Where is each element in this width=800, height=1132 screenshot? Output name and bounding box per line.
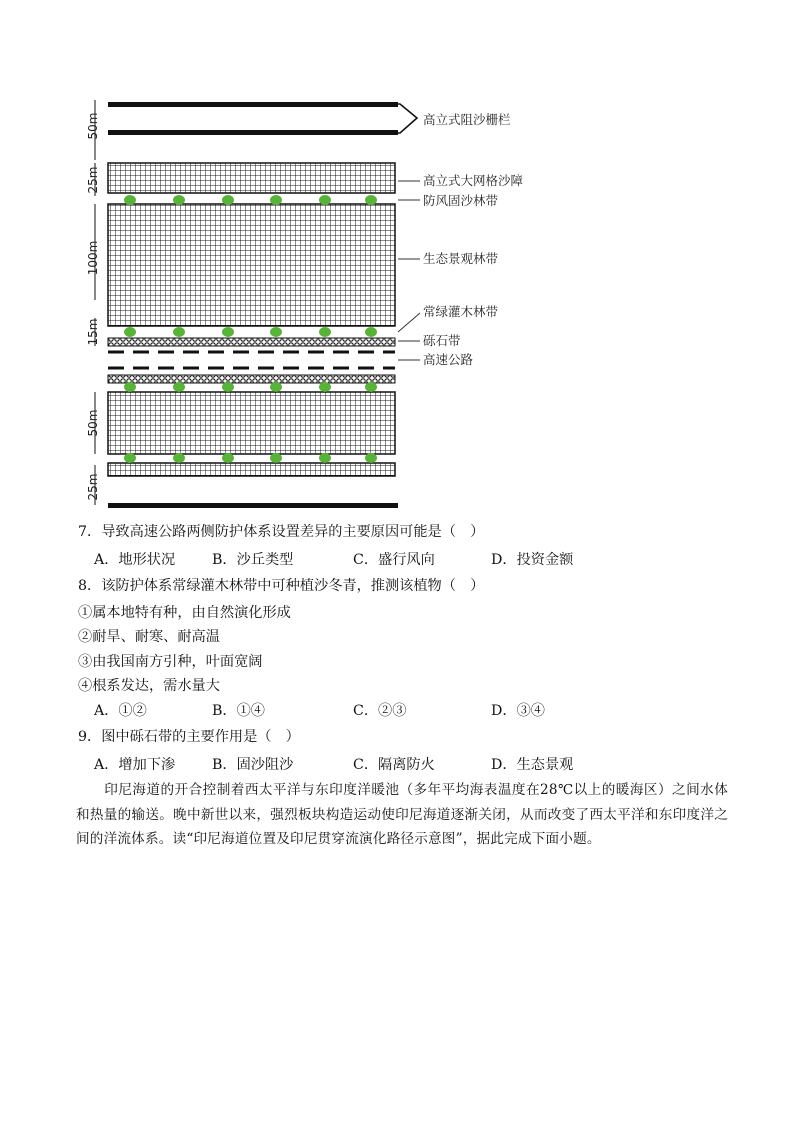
- question-8-statement-1: ①属本地特有种，由自然演化形成: [78, 605, 291, 621]
- passage: [76, 778, 728, 852]
- grid-barrier-top: [108, 163, 395, 193]
- tree-marker: [222, 327, 234, 337]
- question-8-stem: 8．该防护体系常绿灌木林带中可种植沙冬青，推测该植物（ ）: [78, 578, 485, 594]
- tree-marker: [270, 327, 282, 337]
- question-8-option-a[interactable]: A．①②: [94, 703, 147, 719]
- question-8-option-c[interactable]: C．②③: [353, 703, 407, 719]
- tree-marker: [319, 327, 331, 337]
- question-9-option-d[interactable]: D．生态景观: [491, 757, 574, 773]
- eco-forest-grid: [108, 204, 395, 326]
- tree-marker: [222, 382, 234, 392]
- tree-marker: [222, 453, 234, 463]
- tree-marker: [270, 195, 282, 205]
- tree-marker: [173, 382, 185, 392]
- question-8-statement-2: ②耐旱、耐寒、耐高温: [78, 629, 220, 645]
- dim-15m: 15m: [86, 318, 100, 346]
- question-9-option-c[interactable]: C．隔离防火: [353, 757, 435, 773]
- grid-barrier-bottom: [108, 463, 395, 476]
- dim-25m-bottom: 25m: [86, 473, 100, 501]
- label-highway: 高速公路: [423, 352, 474, 367]
- highway-lanes: [108, 352, 395, 368]
- label-fence: 高立式阻沙栅栏: [423, 112, 511, 127]
- question-7-option-b[interactable]: B．沙丘类型: [212, 552, 294, 568]
- sand-fence: [108, 102, 417, 135]
- question-9-option-a[interactable]: A．增加下渗: [94, 757, 176, 773]
- lower-forest-grid: [108, 392, 395, 454]
- tree-marker: [124, 327, 136, 337]
- label-grid-barrier: 高立式大网格沙障: [423, 173, 524, 188]
- gravel-belt-bottom: [108, 375, 395, 383]
- tree-marker: [124, 382, 136, 392]
- question-8-statement-3: ③由我国南方引种，叶面宽阔: [78, 654, 263, 670]
- question-8-option-d[interactable]: D．③④: [491, 703, 545, 719]
- passage-text: 印尼海道的开合控制着西太平洋与东印度洋暖池（多年平均海表温度在28℃以上的暖海区）之间水体和热量的输送。晚中新世以来，强烈板块构造运动使印尼海道逐渐关闭，从而改变了西太平洋和东印度洋之间的洋流体系。读“印尼海道位置及印尼贯穿流演化路径示意图”，据此完成下面小题。: [76, 782, 728, 847]
- tree-marker: [270, 453, 282, 463]
- label-eco-forest: 生态景观林带: [423, 251, 499, 266]
- dim-100m: 100m: [86, 240, 100, 276]
- tree-marker: [222, 195, 234, 205]
- label-windbreak: 防风固沙林带: [423, 193, 499, 208]
- tree-marker: [319, 195, 331, 205]
- dim-50m-bottom: 50m: [86, 409, 100, 437]
- tree-marker: [319, 453, 331, 463]
- tree-marker: [365, 453, 377, 463]
- question-8-statement-4: ④根系发达，需水量大: [78, 678, 220, 694]
- tree-marker: [365, 382, 377, 392]
- gravel-belt-top: [108, 338, 395, 346]
- tree-marker: [365, 327, 377, 337]
- question-7-option-c[interactable]: C．盛行风向: [353, 552, 435, 568]
- dim-50m-top: 50m: [86, 112, 100, 140]
- tree-marker: [173, 327, 185, 337]
- tree-marker: [124, 453, 136, 463]
- question-9-option-b[interactable]: B．固沙阻沙: [212, 757, 294, 773]
- question-7-option-d[interactable]: D．投资金额: [491, 552, 574, 568]
- tree-marker: [270, 382, 282, 392]
- question-7-stem: 7．导致高速公路两侧防护体系设置差异的主要原因可能是（ ）: [78, 524, 485, 540]
- question-8-option-b[interactable]: B．①④: [212, 703, 265, 719]
- tree-marker: [173, 195, 185, 205]
- label-gravel-belt: 砾石带: [423, 333, 461, 348]
- tree-marker: [173, 453, 185, 463]
- label-shrub-belt: 常绿灌木林带: [423, 304, 499, 319]
- question-9-stem: 9．图中砾石带的主要作用是（ ）: [78, 729, 300, 745]
- tree-marker: [124, 195, 136, 205]
- dim-25m-top: 25m: [86, 166, 100, 194]
- tree-marker: [319, 382, 331, 392]
- question-7-option-a[interactable]: A．地形状况: [94, 552, 176, 568]
- bottom-fence-line: [108, 503, 398, 508]
- tree-marker: [365, 195, 377, 205]
- protection-system-diagram: [0, 0, 800, 520]
- leader-lines: [398, 181, 420, 360]
